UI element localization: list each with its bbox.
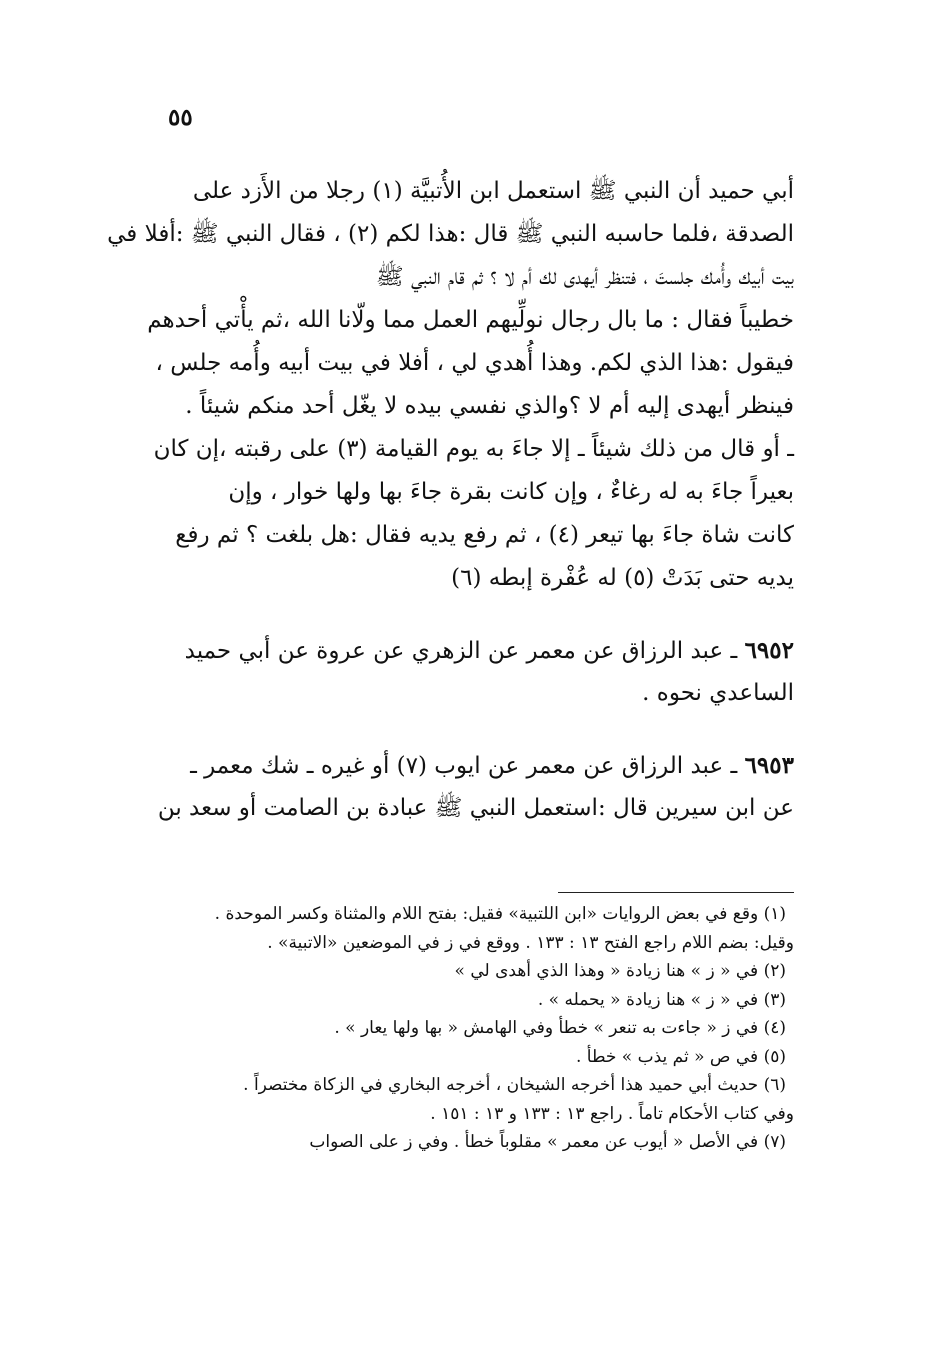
footnote-line: (١) وقع في بعض الروايات «ابن اللتبية» فقيل: بفتح اللام والمثناة وكسر الموحدة . (214, 904, 786, 924)
text-line: بيت أبيك وأُمك جلستَ ، فتنظر أيهدى لك أم لا ؟ ثم قام النبي ﷺ (375, 264, 794, 290)
footnote-line: (٢) في « ز » هنا زيادة « وهذا الذي أهدى لي » (454, 961, 786, 981)
page-number: ٥٥ (168, 104, 193, 131)
footnote-line: (٤) في ز « جاءت به تنعر » خطأ وفي الهامش « بها ولها يعار » . (334, 1018, 786, 1038)
footnote-line: (٣) في « ز » هنا زيادة « يحمله » . (537, 989, 786, 1010)
text-line: ـ أو قال من ذلك شيئاً ـ إلا جاءَ به يوم القيامة (٣) على رقبته ،إن كان (153, 436, 794, 462)
hadith-text: ـ عبد الرزاق عن معمر عن ايوب (٧) أو غيره ـ شك معمر ـ (190, 753, 738, 779)
footnote-line: وفي كتاب الأحكام تاماً . راجع ١٣ : ١٣٣ و ١٣ : ١٥١ . (430, 1103, 794, 1124)
hadith-body (107, 170, 794, 600)
hadith-number: ٦٩٥٣ (744, 752, 794, 779)
footnote-line: (٥) في ص « ثم يذب » خطأ . (575, 1046, 786, 1067)
text-line: الصدقة ،فلما حاسبه النبي ﷺ قال :هذا لكم (٢) ، فقال النبي ﷺ :أفلا في (107, 221, 794, 247)
footnote-line: وقيل: بضم اللام راجع الفتح ١٣ : ١٣٣ . ووقع في ز في الموضعين «الاتبية» . (267, 932, 794, 953)
text-line: عن ابن سيرين قال :استعمل النبي ﷺ عبادة بن الصامت أو سعد بن (157, 795, 794, 821)
hadith-text: ـ عبد الرزاق عن معمر عن الزهري عن عروة عن أبي حميد (184, 638, 738, 664)
main-text (107, 170, 794, 830)
text-line: فينظر أيهدى إليه أم لا ؟والذي نفسي بيده لا يغّل أحد منكم شيئاً . (185, 393, 794, 419)
text-line: كانت شاة جاءَ بها تيعر (٤) ، ثم رفع يديه فقال :هل بلغت ؟ ثم رفع (175, 522, 794, 548)
footnote-divider (558, 892, 794, 893)
text-line: خطيباً فقال : ما بال رجال نولِّيهم العمل مما ولّانا الله ،ثم يأْتي أحدهم (147, 307, 794, 333)
footnotes (158, 900, 794, 1157)
text-line: أبي حميد أن النبي ﷺ استعمل ابن الأُتبيَّة (١) رجلا من الأَزد على (192, 178, 794, 204)
hadith-6952 (158, 629, 794, 715)
text-line: فيقول :هذا الذي لكم. وهذا أُهدي لي ، أفلا في بيت أبيه وأُمه جلس ، (155, 350, 794, 376)
text-line: يديه حتى بَدَتْ (٥) له عُفْرة إبطه (٦) (451, 565, 794, 591)
text-line: الساعدي نحوه . (642, 680, 794, 706)
hadith-number: ٦٩٥٢ (744, 637, 794, 664)
text-line (158, 629, 794, 672)
text-line (158, 744, 794, 787)
hadith-6953 (158, 744, 794, 830)
footnote-line: (٧) في الأصل « أيوب عن معمر » مقلوباً خطأ . وفي ز على الصواب (309, 1132, 786, 1152)
text-line: بعيراً جاءَ به له رغاءٌ ، وإن كانت بقرة جاءَ بها ولها خوار ، وإن (228, 479, 794, 505)
footnote-line: (٦) حديث أبي حميد هذا أخرجه الشيخان ، أخرجه البخاري في الزكاة مختصراً . (243, 1075, 786, 1095)
